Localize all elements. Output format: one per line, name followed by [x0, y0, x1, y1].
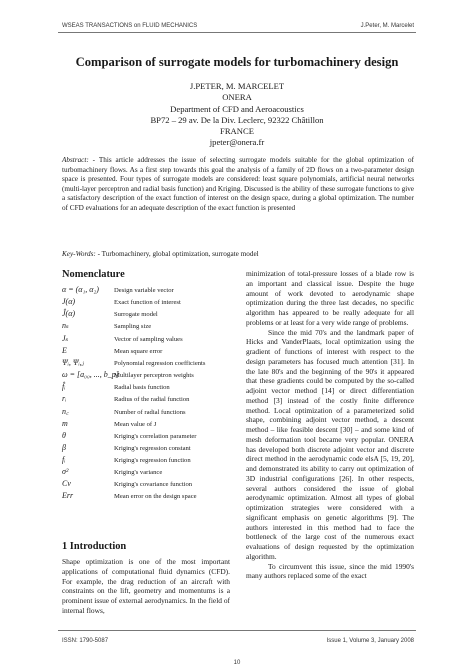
author-names: J.PETER, M. MARCELET — [189, 81, 285, 91]
nomenclature-row — [62, 394, 230, 406]
introduction-heading: 1 Introduction — [62, 541, 127, 552]
nomenclature-heading: Nomenclature — [62, 269, 125, 280]
right-column-text — [246, 269, 414, 581]
nomenclature-row — [62, 491, 230, 503]
nomenclature-symbol: Ψᵢ, Ψᵢ,ⱼ — [62, 357, 84, 367]
nomenclature-row — [62, 455, 230, 467]
nomenclature-row — [62, 443, 230, 455]
footer-issue: Issue 1, Volume 3, January 2008 — [326, 638, 414, 644]
nomenclature-symbol: J(α) — [62, 297, 76, 307]
nomenclature-row — [62, 358, 230, 370]
nomenclature-description: Multilayer perceptron weights — [114, 371, 194, 379]
nomenclature-row — [62, 297, 230, 309]
nomenclature-symbol: β — [62, 442, 66, 452]
paragraph-circumvent: To circumvent this issue, since the mid 1990's many authors replaced some of the exact — [246, 561, 414, 581]
abstract — [62, 156, 414, 214]
department: Department of CFD and Aeroacoustics — [170, 103, 304, 114]
page-number: 10 — [233, 660, 241, 666]
paragraph-local-optimization: Since the mid 70's and the landmark paper of Hicks and VanderPlaats, local optimization using the gradient of functions of interest with respect to the design parameters has focused much attention [31]. In the late 80's and the beginning of the 90's it appeared that these gradients could be computed by the so-called adjoint vector method [14] or direct differentiation method [3] instead of the costly finite difference method. Local optimization of a parameterized solid shape, combining adjoint vector method, a descent method – like feasible descent [30] – and some kind of mesh deformation tool became very popular. ONERA has developed both discrete adjoint vector and discrete direct method in the aerodynamic code elsA [5, 19, 20], and demonstrated its ability to carry out optimization of 3D industrial configurations [26]. In other respects, several authors considered the issue of global aerodynamic optimization. Almost all types of global optimization strategies were considered with a significant emphasis on genetic algorithms [9]. The authors interested in this method had to face the bottleneck of the large cost of the numerous exact evaluations of design requested by the optimization algorithm. — [246, 327, 414, 561]
nomenclature-description: Mean value of J — [114, 420, 157, 428]
nomenclature-symbol: σ² — [62, 467, 69, 477]
nomenclature-description: Mean error on the design space — [114, 493, 197, 501]
nomenclature-symbol: ω = [a₀₀, ..., b_p] — [62, 369, 119, 379]
nomenclature-description: Number of radial functions — [114, 409, 186, 417]
address: BP72 – 29 av. De la Div. Leclerc, 92322 Châtillon — [150, 114, 324, 125]
nomenclature-row — [62, 467, 230, 479]
nomenclature-description: Exact function of interest — [114, 299, 181, 307]
nomenclature-row — [62, 419, 230, 431]
header-rule — [58, 32, 416, 33]
nomenclature-symbol: θ — [62, 430, 66, 440]
nomenclature-row — [62, 370, 230, 382]
abstract-text: - This article addresses the issue of selecting surrogate models suitable for the global optimization of turbomachinery flows. As a first step towards this goal the analysis of a family of 2D flows on a two-parameter design space is presented. Four types of surrogate models are considered: least square polynomials, artificial neural networks (multi-layer perceptron and radial basis function) and Kriging. Discussed is the ability of these surrogate functions to give a satisfactory description of the exact function of interest on the design space, during a global optimization. The number of CFD evaluations for an adequate description of the exact function is presented — [62, 156, 414, 212]
paper-title: Comparison of surrogate models for turbomachinery design — [75, 55, 399, 69]
nomenclature-description: Kriging's covariance function — [114, 481, 193, 489]
nomenclature-description: Radius of the radial function — [114, 396, 190, 404]
introduction-paragraph: Shape optimization is one of the most important applications of computational fluid dynamics (CFD). For example, the drag reduction of an aircraft with constraints on the lift, geometry and momentums is a prominent issue of external aerodynamics. In the field of internal flows, — [62, 557, 230, 615]
nomenclature-row — [62, 431, 230, 443]
country: FRANCE — [220, 126, 254, 137]
nomenclature-symbol: m — [62, 418, 68, 428]
nomenclature-description: Design variable vector — [114, 287, 174, 294]
nomenclature-row — [62, 321, 230, 333]
abstract-label: Abstract: — [62, 156, 89, 164]
introduction-section — [62, 541, 230, 616]
nomenclature-description: Mean square error — [114, 347, 163, 355]
nomenclature-symbol: Err — [62, 491, 74, 501]
nomenclature-symbol: nₛ — [62, 321, 69, 331]
keywords — [62, 250, 414, 260]
email: jpeter@onera.fr — [209, 137, 265, 148]
nomenclature-symbol: fᵢ — [62, 454, 66, 464]
nomenclature-row — [62, 334, 230, 346]
organization: ONERA — [222, 92, 252, 103]
nomenclature-row — [62, 346, 230, 358]
nomenclature-symbol: n꜀ — [62, 407, 69, 417]
keywords-text: - Turbomachinery, global optimization, surrogate model — [95, 250, 259, 258]
nomenclature-symbol: Ĵ(α) — [62, 309, 76, 319]
nomenclature-row — [62, 309, 230, 321]
nomenclature-row — [62, 382, 230, 394]
nomenclature-description: Vector of sampling values — [114, 335, 183, 343]
footer-rule — [58, 630, 416, 631]
nomenclature-description: Sampling size — [114, 323, 152, 331]
nomenclature-symbol: rᵢ — [62, 394, 67, 404]
author-affiliation — [60, 81, 414, 149]
nomenclature-symbol: Jₛ — [62, 333, 69, 343]
paragraph-continued: minimization of total-pressure losses of a blade row is an important and classical issue. Despite the huge amount of work devoted to aerodynamic shape optimization during the three last decades, no specific algorithm has appeared to be really adequate for all problems or at least for a very wide range of problems. — [246, 269, 414, 327]
nomenclature-list — [62, 285, 230, 504]
nomenclature-row — [62, 479, 230, 491]
nomenclature-symbol: f̂ᵢ — [62, 382, 66, 392]
nomenclature-section — [62, 269, 230, 504]
nomenclature-row — [62, 406, 230, 418]
nomenclature-description: Surrogate model — [114, 311, 158, 319]
nomenclature-symbol: α = (α₁, α₂) — [62, 285, 99, 294]
nomenclature-description: Kriging's regression function — [114, 456, 191, 464]
nomenclature-symbol: E — [62, 345, 67, 355]
nomenclature-description: Polynomial regression coefficients — [114, 359, 206, 367]
nomenclature-description: Kriging's variance — [114, 469, 163, 477]
nomenclature-description: Kriging's regression constant — [114, 444, 191, 452]
nomenclature-description: Kriging's correlation parameter — [114, 432, 197, 440]
keywords-label: Key-Words: — [62, 250, 96, 258]
running-header-journal: WSEAS TRANSACTIONS on FLUID MECHANICS — [62, 23, 198, 29]
nomenclature-description: Radial basis function — [114, 384, 170, 392]
nomenclature-symbol: Cv — [62, 479, 71, 489]
running-header-authors: J.Peter, M. Marcelet — [360, 23, 414, 29]
footer-issn: ISSN: 1790-5087 — [62, 638, 109, 644]
nomenclature-row — [62, 285, 230, 297]
